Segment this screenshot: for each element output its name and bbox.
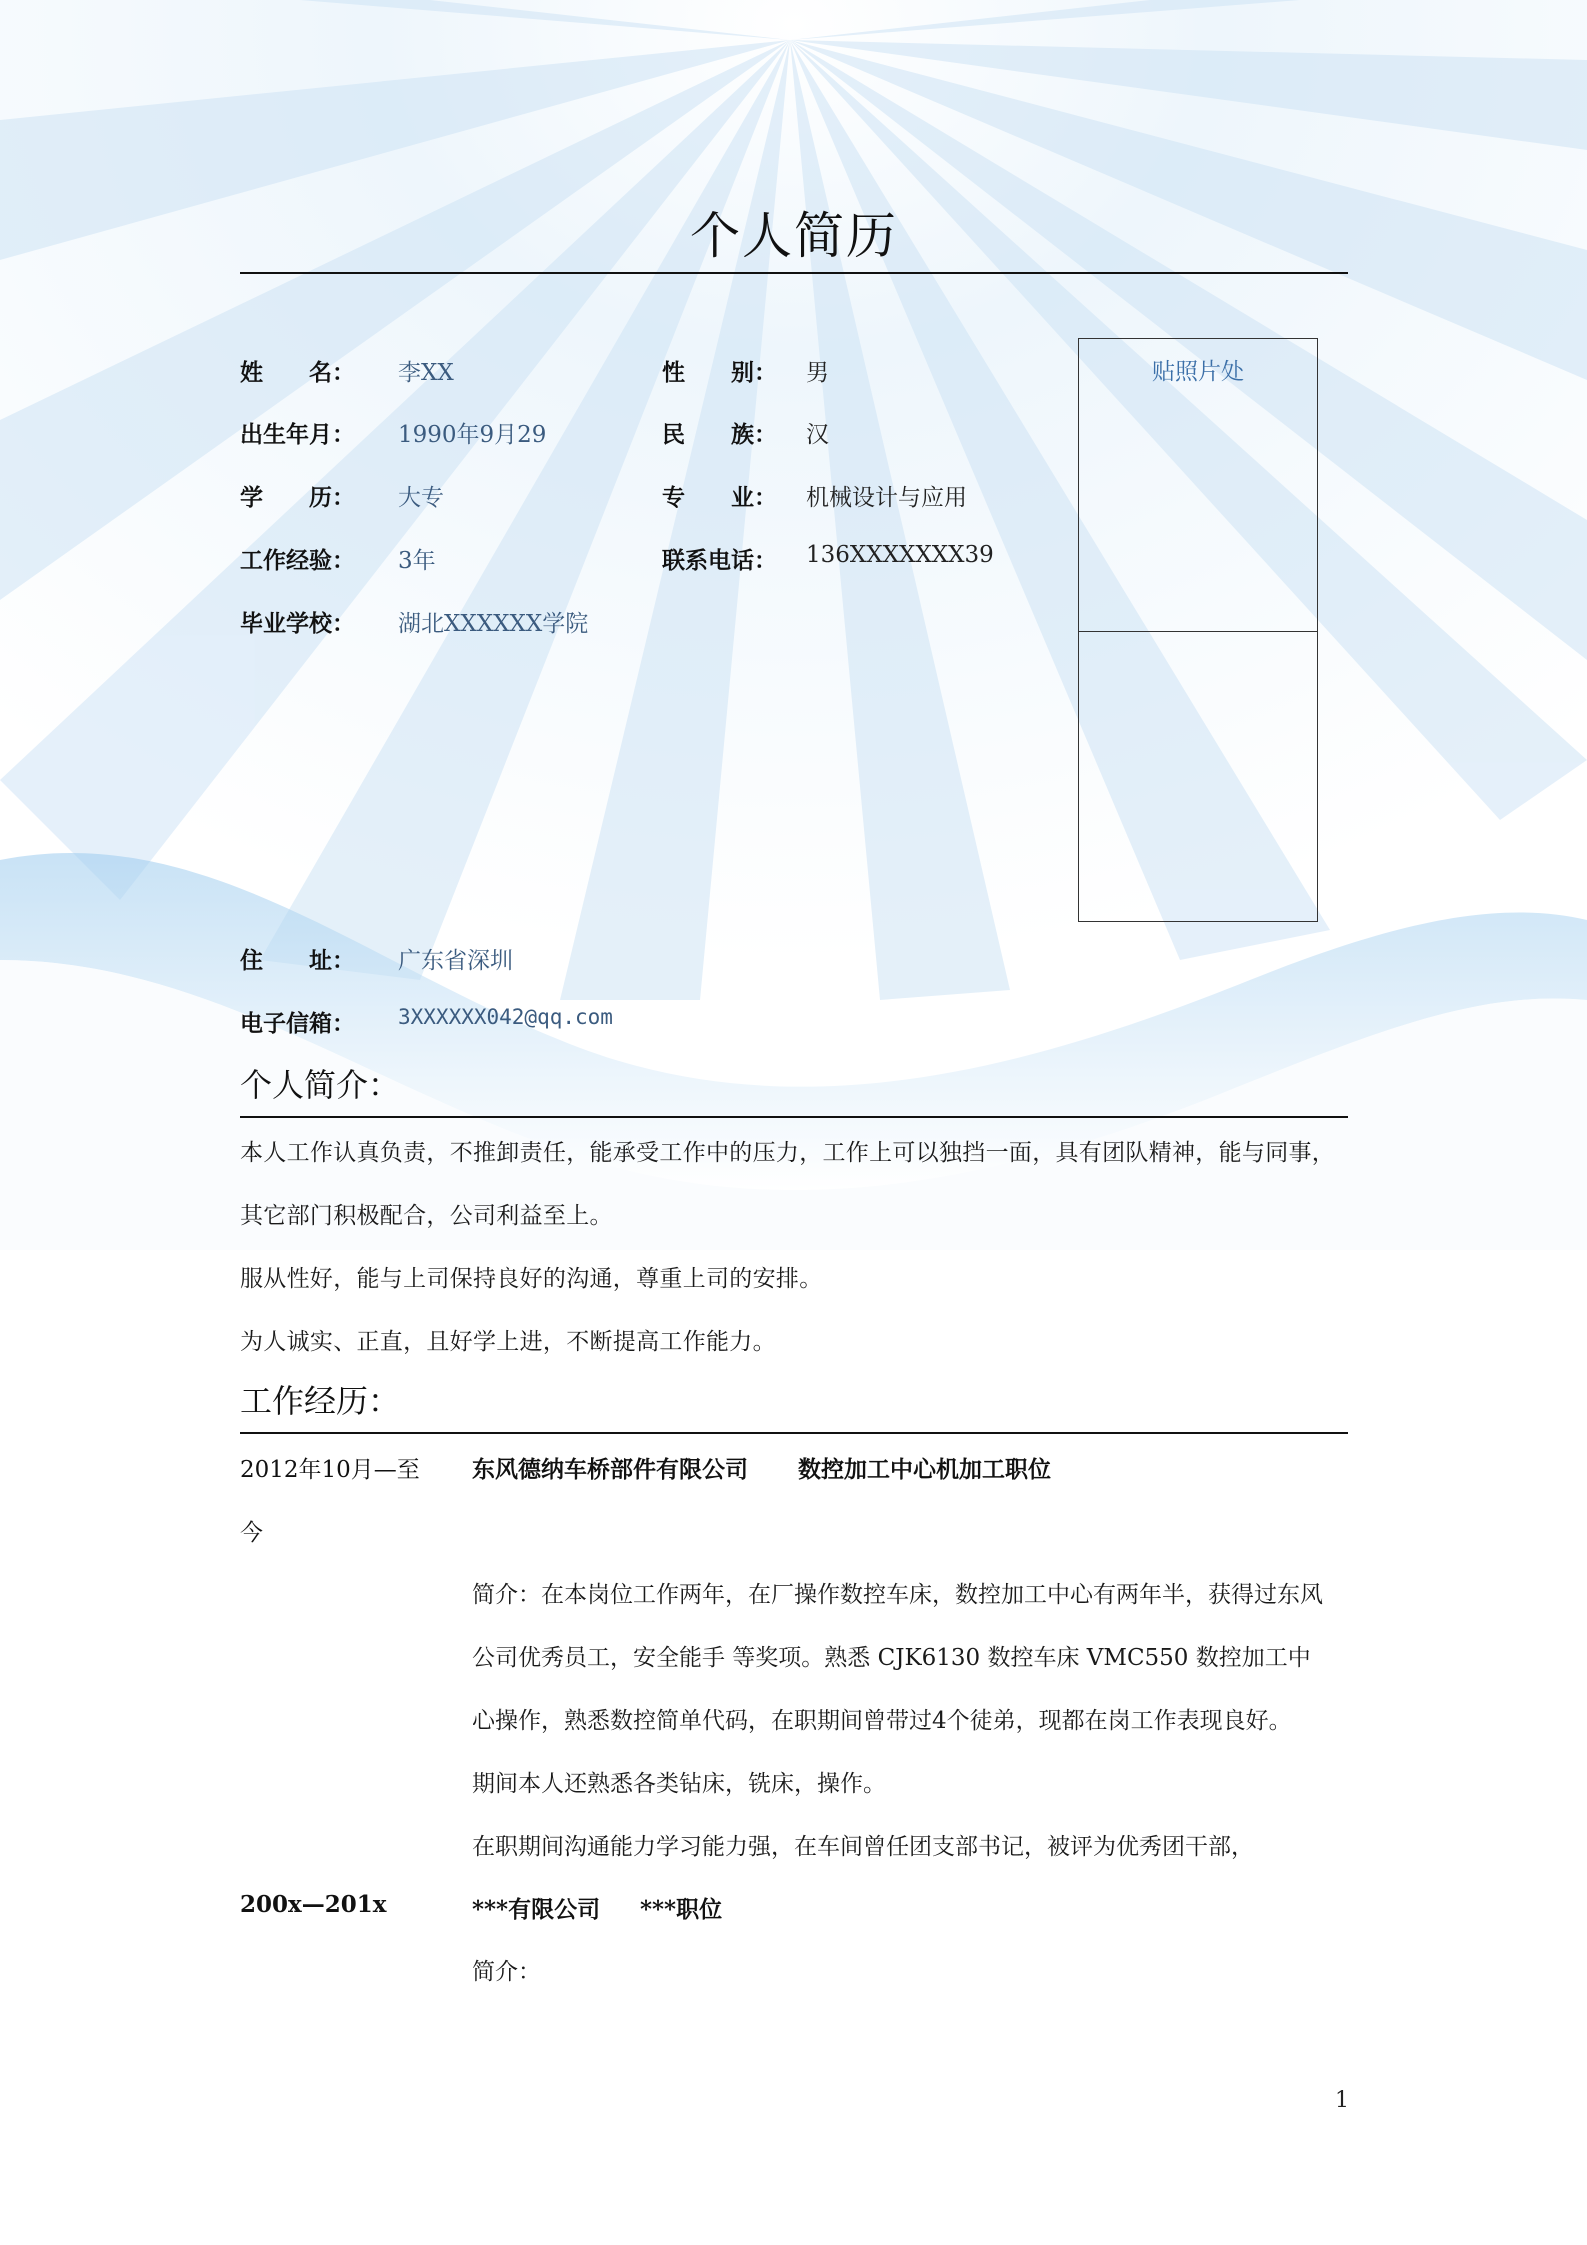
experience-heading: 工作经历： [240,1382,401,1420]
job-description-line: 简介：在本岗位工作两年，在厂操作数控车床，数控加工中心有两年半，获得过东风 [472,1582,1323,1608]
experience-years-value: 3年 [398,548,436,574]
education-value: 大专 [398,485,444,511]
job-position: 数控加工中心机加工职位 [798,1456,1051,1483]
job-period-continued: 今 [240,1520,263,1546]
job-description-line: 期间本人还熟悉各类钻床，铣床，操作。 [472,1771,886,1797]
profile-line: 服从性好，能与上司保持良好的沟通，尊重上司的安排。 [240,1266,823,1292]
name-value: 李XX [398,360,454,386]
address-label: 住 址： [240,947,355,974]
school-value: 湖北XXXXXX学院 [398,611,589,637]
email-value: 3XXXXXX042@qq.com [398,1005,613,1029]
photo-box-divider [1079,631,1317,632]
job-company: 东风德纳车桥部件有限公司 [472,1456,748,1483]
page-title: 个人简历 [690,207,898,265]
birth-value: 1990年9月29 [398,422,547,448]
ethnic-label: 民 族： [662,421,777,448]
job-description-line: 在职期间沟通能力学习能力强，在车间曾任团支部书记，被评为优秀团干部， [472,1834,1254,1860]
title-divider [240,272,1348,274]
job-description-line: 公司优秀员工，安全能手 等奖项。熟悉 CJK6130 数控车床 VMC550 数控加工中 [472,1645,1311,1671]
gender-label: 性 别： [662,359,777,386]
gender-value: 男 [806,360,829,386]
birth-label: 出生年月： [240,421,355,448]
profile-line: 本人工作认真负责，不推卸责任，能承受工作中的压力，工作上可以独挡一面，具有团队精神，能与同事， [240,1140,1336,1166]
name-label: 姓 名： [240,359,355,386]
photo-placeholder [1078,338,1318,922]
address-value: 广东省深圳 [398,948,513,974]
email-label: 电子信箱： [240,1010,355,1037]
job-description-line: 心操作，熟悉数控简单代码，在职期间曾带过4个徒弟，现都在岗工作表现良好。 [472,1708,1292,1734]
experience-years-label: 工作经验： [240,547,355,574]
photo-placeholder-label: 贴照片处 [1152,359,1244,385]
job-company: ***有限公司 [472,1896,601,1923]
education-label: 学 历： [240,484,355,511]
major-value: 机械设计与应用 [806,485,967,511]
profile-divider [240,1116,1348,1118]
phone-value: 136XXXXXXX39 [806,542,994,568]
ethnic-value: 汉 [806,422,829,448]
job-position: ***职位 [640,1896,723,1923]
phone-label: 联系电话： [662,547,777,574]
major-label: 专 业： [662,484,777,511]
job-description-line: 简介： [472,1959,541,1985]
job-period: 2012年10月—至 [240,1457,420,1483]
experience-divider [240,1432,1348,1434]
profile-line: 其它部门积极配合，公司利益至上。 [240,1203,613,1229]
page-number: 1 [1335,2088,1349,2113]
job-period: 200x—201x [240,1891,387,1918]
school-label: 毕业学校： [240,610,355,637]
profile-line: 为人诚实、正直，且好学上进，不断提高工作能力。 [240,1329,776,1355]
profile-heading: 个人简介： [240,1066,401,1104]
